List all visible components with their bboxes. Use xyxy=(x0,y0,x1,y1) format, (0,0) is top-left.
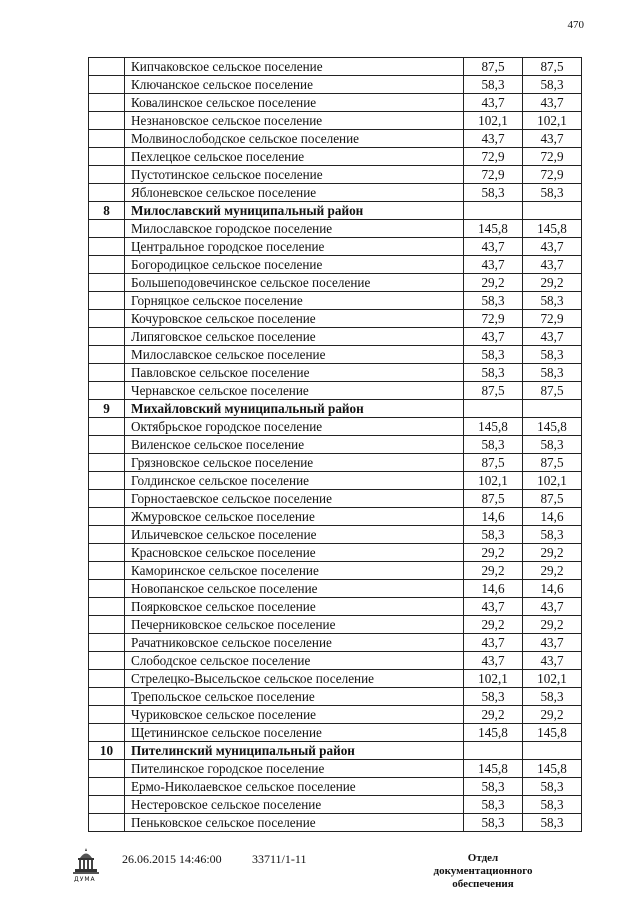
table-row xyxy=(89,166,582,184)
district-row xyxy=(89,202,582,220)
value-1-cell: 58,3 xyxy=(464,436,523,454)
value-2-cell: 29,2 xyxy=(523,706,582,724)
value-2-cell: 145,8 xyxy=(523,418,582,436)
value-1-cell: 58,3 xyxy=(464,814,523,832)
value-2-cell: 58,3 xyxy=(523,526,582,544)
value-1-cell: 58,3 xyxy=(464,292,523,310)
value-2-cell: 87,5 xyxy=(523,382,582,400)
settlement-name-cell: Печерниковское сельское поселение xyxy=(125,616,464,634)
settlement-name-cell: Милославский муниципальный район xyxy=(125,202,464,220)
value-1-cell: 43,7 xyxy=(464,238,523,256)
row-number-cell xyxy=(89,688,125,706)
row-number-cell xyxy=(89,166,125,184)
value-1-cell: 58,3 xyxy=(464,796,523,814)
value-1-cell: 72,9 xyxy=(464,310,523,328)
value-2-cell: 43,7 xyxy=(523,130,582,148)
value-2-cell: 72,9 xyxy=(523,310,582,328)
value-2-cell: 58,3 xyxy=(523,184,582,202)
value-2-cell: 58,3 xyxy=(523,76,582,94)
value-1-cell: 14,6 xyxy=(464,580,523,598)
settlement-name-cell: Нестеровское сельское поселение xyxy=(125,796,464,814)
settlement-name-cell: Кипчаковское сельское поселение xyxy=(125,58,464,76)
table-row xyxy=(89,724,582,742)
value-2-cell: 29,2 xyxy=(523,544,582,562)
value-1-cell: 29,2 xyxy=(464,616,523,634)
table-row xyxy=(89,616,582,634)
row-number-cell xyxy=(89,544,125,562)
settlements-table xyxy=(88,57,582,832)
row-number-cell xyxy=(89,526,125,544)
value-1-cell: 43,7 xyxy=(464,634,523,652)
row-number-cell xyxy=(89,256,125,274)
row-number-cell xyxy=(89,238,125,256)
row-number-cell xyxy=(89,148,125,166)
value-1-cell: 145,8 xyxy=(464,724,523,742)
value-2-cell: 29,2 xyxy=(523,274,582,292)
row-number-cell xyxy=(89,184,125,202)
settlement-name-cell: Богородицкое сельское поселение xyxy=(125,256,464,274)
row-number-cell xyxy=(89,76,125,94)
settlement-name-cell: Молвинослободское сельское поселение xyxy=(125,130,464,148)
row-number-cell: 8 xyxy=(89,202,125,220)
table-row xyxy=(89,292,582,310)
value-2-cell: 29,2 xyxy=(523,562,582,580)
table-row xyxy=(89,382,582,400)
value-1-cell: 102,1 xyxy=(464,112,523,130)
table-body xyxy=(89,58,582,832)
row-number-cell xyxy=(89,364,125,382)
value-1-cell: 72,9 xyxy=(464,148,523,166)
value-1-cell xyxy=(464,742,523,760)
table-row xyxy=(89,58,582,76)
row-number-cell xyxy=(89,94,125,112)
settlement-name-cell: Милославское сельское поселение xyxy=(125,346,464,364)
footer-logo-text: ДУМА xyxy=(74,876,96,883)
table-row xyxy=(89,814,582,832)
row-number-cell xyxy=(89,112,125,130)
settlement-name-cell: Рачатниковское сельское поселение xyxy=(125,634,464,652)
table-row xyxy=(89,778,582,796)
settlement-name-cell: Ильичевское сельское поселение xyxy=(125,526,464,544)
row-number-cell xyxy=(89,418,125,436)
value-1-cell: 58,3 xyxy=(464,76,523,94)
value-2-cell: 29,2 xyxy=(523,616,582,634)
row-number-cell xyxy=(89,760,125,778)
value-1-cell: 87,5 xyxy=(464,454,523,472)
table-row xyxy=(89,760,582,778)
table-row xyxy=(89,544,582,562)
settlement-name-cell: Трепольское сельское поселение xyxy=(125,688,464,706)
row-number-cell xyxy=(89,58,125,76)
row-number-cell xyxy=(89,454,125,472)
value-1-cell: 58,3 xyxy=(464,346,523,364)
value-1-cell: 87,5 xyxy=(464,58,523,76)
row-number-cell: 10 xyxy=(89,742,125,760)
footer-doc-code: 33711/1-11 xyxy=(252,852,307,866)
settlement-name-cell: Павловское сельское поселение xyxy=(125,364,464,382)
table-row xyxy=(89,454,582,472)
value-2-cell: 43,7 xyxy=(523,652,582,670)
table-row xyxy=(89,508,582,526)
value-1-cell: 58,3 xyxy=(464,184,523,202)
settlement-name-cell: Каморинское сельское поселение xyxy=(125,562,464,580)
value-2-cell: 58,3 xyxy=(523,364,582,382)
value-1-cell: 145,8 xyxy=(464,418,523,436)
row-number-cell xyxy=(89,310,125,328)
table-row xyxy=(89,220,582,238)
value-2-cell: 43,7 xyxy=(523,598,582,616)
value-1-cell: 72,9 xyxy=(464,166,523,184)
table-row xyxy=(89,706,582,724)
value-2-cell: 43,7 xyxy=(523,328,582,346)
settlement-name-cell: Пителинский муниципальный район xyxy=(125,742,464,760)
value-2-cell: 58,3 xyxy=(523,778,582,796)
settlement-name-cell: Липяговское сельское поселение xyxy=(125,328,464,346)
value-2-cell: 58,3 xyxy=(523,292,582,310)
footer-department xyxy=(418,852,548,891)
value-2-cell xyxy=(523,742,582,760)
row-number-cell xyxy=(89,652,125,670)
row-number-cell xyxy=(89,724,125,742)
value-1-cell: 58,3 xyxy=(464,688,523,706)
table-row xyxy=(89,580,582,598)
table-row xyxy=(89,256,582,274)
settlement-name-cell: Горняцкое сельское поселение xyxy=(125,292,464,310)
table-row xyxy=(89,670,582,688)
table-row xyxy=(89,472,582,490)
value-1-cell: 87,5 xyxy=(464,490,523,508)
row-number-cell xyxy=(89,130,125,148)
table-row xyxy=(89,274,582,292)
row-number-cell xyxy=(89,274,125,292)
value-2-cell xyxy=(523,202,582,220)
value-1-cell: 43,7 xyxy=(464,94,523,112)
settlement-name-cell: Ключанское сельское поселение xyxy=(125,76,464,94)
value-1-cell: 43,7 xyxy=(464,598,523,616)
table-row xyxy=(89,598,582,616)
settlement-name-cell: Пителинское городское поселение xyxy=(125,760,464,778)
value-1-cell xyxy=(464,400,523,418)
table-row xyxy=(89,112,582,130)
table-row xyxy=(89,328,582,346)
value-2-cell: 102,1 xyxy=(523,112,582,130)
settlement-name-cell: Яблоневское сельское поселение xyxy=(125,184,464,202)
value-1-cell: 43,7 xyxy=(464,328,523,346)
value-2-cell: 58,3 xyxy=(523,796,582,814)
value-2-cell: 145,8 xyxy=(523,220,582,238)
value-1-cell: 102,1 xyxy=(464,472,523,490)
value-1-cell: 58,3 xyxy=(464,364,523,382)
row-number-cell xyxy=(89,580,125,598)
value-1-cell: 58,3 xyxy=(464,778,523,796)
value-1-cell: 29,2 xyxy=(464,562,523,580)
district-row xyxy=(89,400,582,418)
row-number-cell xyxy=(89,328,125,346)
settlement-name-cell: Жмуровское сельское поселение xyxy=(125,508,464,526)
value-2-cell xyxy=(523,400,582,418)
value-2-cell: 14,6 xyxy=(523,580,582,598)
value-1-cell: 29,2 xyxy=(464,274,523,292)
value-1-cell: 29,2 xyxy=(464,706,523,724)
settlement-name-cell: Голдинское сельское поселение xyxy=(125,472,464,490)
value-2-cell: 72,9 xyxy=(523,166,582,184)
row-number-cell xyxy=(89,778,125,796)
settlement-name-cell: Грязновское сельское поселение xyxy=(125,454,464,472)
district-row xyxy=(89,742,582,760)
table-row xyxy=(89,634,582,652)
value-1-cell: 43,7 xyxy=(464,130,523,148)
table-row xyxy=(89,130,582,148)
settlement-name-cell: Пустотинское сельское поселение xyxy=(125,166,464,184)
value-1-cell: 14,6 xyxy=(464,508,523,526)
settlement-name-cell: Михайловский муниципальный район xyxy=(125,400,464,418)
settlement-name-cell: Октябрьское городское поселение xyxy=(125,418,464,436)
value-1-cell: 43,7 xyxy=(464,652,523,670)
row-number-cell xyxy=(89,706,125,724)
table-row xyxy=(89,688,582,706)
value-2-cell: 58,3 xyxy=(523,814,582,832)
settlement-name-cell: Центральное городское поселение xyxy=(125,238,464,256)
row-number-cell xyxy=(89,382,125,400)
value-2-cell: 43,7 xyxy=(523,256,582,274)
value-1-cell: 58,3 xyxy=(464,526,523,544)
table-row xyxy=(89,148,582,166)
settlement-name-cell: Пеньковское сельское поселение xyxy=(125,814,464,832)
value-2-cell: 72,9 xyxy=(523,148,582,166)
settlement-name-cell: Милославское городское поселение xyxy=(125,220,464,238)
row-number-cell xyxy=(89,634,125,652)
value-1-cell: 102,1 xyxy=(464,670,523,688)
row-number-cell xyxy=(89,220,125,238)
value-1-cell: 43,7 xyxy=(464,256,523,274)
value-2-cell: 145,8 xyxy=(523,760,582,778)
row-number-cell xyxy=(89,436,125,454)
row-number-cell xyxy=(89,472,125,490)
value-2-cell: 58,3 xyxy=(523,436,582,454)
value-2-cell: 87,5 xyxy=(523,490,582,508)
value-1-cell: 145,8 xyxy=(464,760,523,778)
row-number-cell xyxy=(89,670,125,688)
row-number-cell xyxy=(89,598,125,616)
settlement-name-cell: Стрелецко-Высельское сельское поселение xyxy=(125,670,464,688)
settlement-name-cell: Щетининское сельское поселение xyxy=(125,724,464,742)
value-2-cell: 58,3 xyxy=(523,346,582,364)
row-number-cell xyxy=(89,292,125,310)
row-number-cell xyxy=(89,814,125,832)
value-2-cell: 43,7 xyxy=(523,634,582,652)
table-row xyxy=(89,184,582,202)
value-1-cell xyxy=(464,202,523,220)
table-row xyxy=(89,364,582,382)
value-2-cell: 14,6 xyxy=(523,508,582,526)
table-row xyxy=(89,526,582,544)
page-number: 470 xyxy=(567,19,584,31)
row-number-cell xyxy=(89,616,125,634)
value-2-cell: 102,1 xyxy=(523,472,582,490)
table-row xyxy=(89,310,582,328)
settlement-name-cell: Чуриковское сельское поселение xyxy=(125,706,464,724)
row-number-cell xyxy=(89,508,125,526)
settlement-name-cell: Слободское сельское поселение xyxy=(125,652,464,670)
table-row xyxy=(89,490,582,508)
row-number-cell xyxy=(89,562,125,580)
value-2-cell: 87,5 xyxy=(523,58,582,76)
settlement-name-cell: Горностаевское сельское поселение xyxy=(125,490,464,508)
settlement-name-cell: Виленское сельское поселение xyxy=(125,436,464,454)
table-row xyxy=(89,436,582,454)
table-row xyxy=(89,94,582,112)
settlement-name-cell: Большеподовечинское сельское поселение xyxy=(125,274,464,292)
settlement-name-cell: Новопанское сельское поселение xyxy=(125,580,464,598)
settlement-name-cell: Ковалинское сельское поселение xyxy=(125,94,464,112)
row-number-cell xyxy=(89,490,125,508)
value-2-cell: 102,1 xyxy=(523,670,582,688)
value-2-cell: 145,8 xyxy=(523,724,582,742)
value-1-cell: 87,5 xyxy=(464,382,523,400)
settlement-name-cell: Пехлецкое сельское поселение xyxy=(125,148,464,166)
footer-department-line1: Отдел документационного xyxy=(433,852,533,877)
value-2-cell: 58,3 xyxy=(523,688,582,706)
footer xyxy=(0,846,640,896)
settlement-name-cell: Ермо-Николаевское сельское поселение xyxy=(125,778,464,796)
value-2-cell: 87,5 xyxy=(523,454,582,472)
value-2-cell: 43,7 xyxy=(523,238,582,256)
value-1-cell: 29,2 xyxy=(464,544,523,562)
settlement-name-cell: Чернавское сельское поселение xyxy=(125,382,464,400)
footer-department-line2: обеспечения xyxy=(452,878,514,890)
table-row xyxy=(89,652,582,670)
table-row xyxy=(89,418,582,436)
settlement-name-cell: Кочуровское сельское поселение xyxy=(125,310,464,328)
settlement-name-cell: Незнановское сельское поселение xyxy=(125,112,464,130)
table-row xyxy=(89,238,582,256)
table-row xyxy=(89,76,582,94)
settlement-name-cell: Красновское сельское поселение xyxy=(125,544,464,562)
value-1-cell: 145,8 xyxy=(464,220,523,238)
footer-datetime: 26.06.2015 14:46:00 xyxy=(122,852,222,866)
row-number-cell: 9 xyxy=(89,400,125,418)
settlement-name-cell: Поярковское сельское поселение xyxy=(125,598,464,616)
row-number-cell xyxy=(89,796,125,814)
table-row xyxy=(89,796,582,814)
row-number-cell xyxy=(89,346,125,364)
value-2-cell: 43,7 xyxy=(523,94,582,112)
table-row xyxy=(89,562,582,580)
table-row xyxy=(89,346,582,364)
